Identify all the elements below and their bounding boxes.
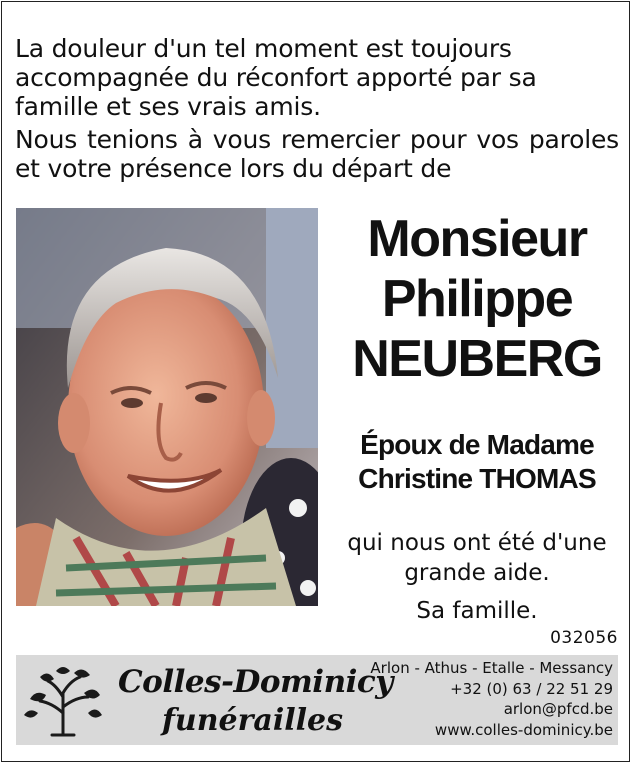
family-signature: Sa famille. <box>416 598 538 624</box>
locations-text: Arlon - Athus - Etalle - Messancy <box>370 659 613 677</box>
phone-text: +32 (0) 63 / 22 51 29 <box>450 679 613 698</box>
portrait-photo <box>16 208 318 606</box>
intro-paragraph-1: La douleur d'un tel moment est toujours accompagnée du réconfort apporté par sa famille et ses vrais amis. <box>15 34 537 121</box>
spouse-line-1: Époux de Madame <box>360 429 594 460</box>
contact-block <box>370 658 613 740</box>
portrait-image <box>16 208 318 606</box>
website-link[interactable]: www.colles-dominicy.be <box>434 720 613 739</box>
funeral-home-footer <box>16 655 618 745</box>
deceased-title: Monsieur <box>367 210 587 268</box>
notice-details <box>322 208 632 626</box>
intro-text <box>15 34 619 183</box>
thanks-line-2: grande aide. <box>404 560 550 586</box>
thanks-line-1: qui nous ont été d'une <box>347 530 607 556</box>
reference-number: 032056 <box>550 628 618 648</box>
spouse-line-2: Christine THOMAS <box>358 463 596 494</box>
intro-paragraph-2: Nous tenions à vous remercier pour vos paroles et votre présence lors du départ de <box>15 125 619 183</box>
deceased-last-name: NEUBERG <box>352 330 602 388</box>
brand-name: Colles-Dominicy <box>118 664 393 700</box>
brand-subtitle: funérailles <box>162 703 344 738</box>
email-link[interactable]: arlon@pfcd.be <box>503 700 613 718</box>
tree-logo-icon <box>22 663 104 739</box>
deceased-first-name: Philippe <box>381 270 573 328</box>
